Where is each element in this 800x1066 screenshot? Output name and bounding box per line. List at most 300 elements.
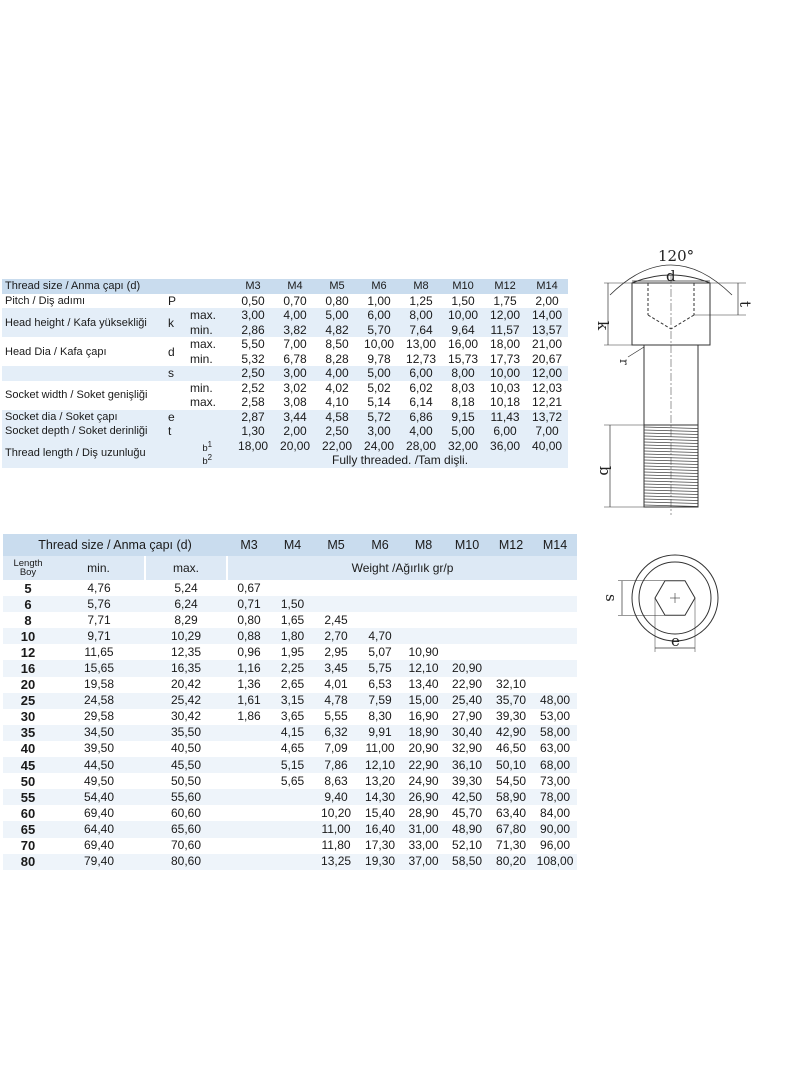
max-value: 20,42	[171, 677, 202, 692]
weight-value: 8,63	[324, 773, 348, 788]
weight-value	[445, 580, 489, 596]
length-value: 10	[3, 628, 53, 644]
thread-line	[644, 451, 698, 453]
spec-value: 6,78	[283, 351, 307, 366]
spec-value: 6,00	[400, 366, 442, 381]
length-value: 16	[3, 660, 53, 676]
spec-value: 5,00	[316, 308, 358, 323]
weight-value: 31,00	[402, 821, 445, 837]
weight-value: 46,50	[496, 741, 527, 756]
weight-value	[358, 580, 402, 596]
weight-value: 7,09	[324, 741, 348, 756]
symbol-t: t	[168, 424, 232, 439]
spec-value: 2,86	[232, 323, 274, 338]
fully-threaded-note: Fully threaded. /Tam dişli.	[232, 453, 568, 468]
min-value: 39,50	[83, 741, 115, 756]
spec-value: 8,00	[400, 308, 442, 323]
min-value: 15,65	[53, 660, 145, 676]
row-label-thread-length: Thread length / Diş uzunluğu	[2, 439, 168, 468]
symbol-d: d	[168, 344, 175, 359]
weight-value: 5,15	[271, 757, 314, 773]
spec-value: 6,86	[400, 410, 442, 425]
weight-value: 5,75	[358, 660, 402, 676]
weight-value: 80,20	[489, 854, 533, 870]
spec-value: 10,00	[484, 366, 526, 381]
spec-value: 3,82	[274, 323, 316, 338]
b2-base: b	[202, 456, 208, 468]
weight-value: 90,00	[533, 821, 577, 837]
row-label-pitch: Pitch / Diş adımı	[5, 294, 86, 307]
table-row	[2, 439, 568, 454]
weight-value: 25,40	[445, 693, 489, 709]
max-value: 45,50	[145, 757, 227, 773]
weight-value: 71,30	[496, 838, 527, 853]
spec-value: 6,00	[358, 308, 400, 323]
weight-value: 27,90	[452, 709, 483, 724]
weight-value: 18,90	[402, 725, 445, 741]
weight-value: 32,90	[452, 741, 483, 756]
spec-value: 20,67	[532, 351, 563, 366]
weight-value: 50,10	[489, 757, 533, 773]
weight-value: 58,90	[489, 789, 533, 805]
table-row	[3, 596, 577, 612]
table-row	[3, 773, 577, 789]
weight-value: 20,90	[445, 660, 489, 676]
length-value: 30	[20, 709, 36, 725]
weight-value: 37,00	[402, 854, 445, 870]
weight-value: 96,00	[540, 838, 571, 853]
length-value: 5	[24, 580, 32, 596]
spec-value: 18,00	[232, 439, 274, 454]
weight-value: 1,36	[237, 677, 261, 692]
table-row	[3, 534, 577, 556]
spec-value: 10,18	[490, 395, 521, 410]
spec-value: 13,57	[526, 323, 568, 338]
weight-value	[358, 596, 402, 612]
weight-value: 39,30	[496, 709, 527, 724]
spec-value: 14,00	[526, 308, 568, 323]
size-column-header: M8	[402, 534, 445, 556]
weight-value: 6,32	[314, 725, 358, 741]
weight-value: 1,61	[227, 693, 271, 709]
spec-value: 7,64	[400, 323, 442, 338]
spec-value: 8,18	[451, 395, 475, 410]
sub-label-max: max.	[190, 337, 217, 352]
t-label: t	[736, 301, 754, 308]
length-value: 20	[20, 677, 36, 693]
weight-value: 39,30	[452, 773, 483, 788]
weight-value: 1,86	[237, 709, 261, 724]
weight-value	[533, 580, 577, 596]
weight-value: 3,45	[314, 660, 358, 676]
weight-value: 10,90	[408, 644, 439, 659]
spec-value: 9,64	[442, 323, 484, 338]
spec-value: 13,00	[406, 337, 437, 352]
weight-value	[489, 644, 533, 660]
min-value: 4,76	[87, 580, 111, 595]
weight-value: 33,00	[408, 838, 439, 853]
length-value: 45	[3, 757, 53, 773]
weight-value: 16,90	[408, 709, 439, 724]
spec-value: 32,00	[442, 439, 484, 454]
max-value: 40,50	[171, 741, 202, 756]
size-column-header: M6	[358, 534, 402, 556]
length-value: 70	[20, 838, 36, 854]
weight-value: 30,40	[445, 725, 489, 741]
row-label-socket-width: Socket width / Soket genişliği	[5, 389, 148, 401]
size-column-header: M14	[526, 279, 568, 294]
row-label-socket-dia: Socket dia / Soket çapı	[2, 410, 168, 425]
weight-value: 0,80	[237, 612, 261, 627]
length-value: 50	[20, 773, 36, 789]
weight-value	[402, 580, 445, 596]
weight-value: 67,80	[489, 821, 533, 837]
weight-value: 48,90	[445, 821, 489, 837]
length-value: 6	[3, 596, 53, 612]
weight-value: 9,40	[314, 789, 358, 805]
table-row	[3, 741, 577, 757]
spec-value: 0,70	[283, 293, 307, 308]
table-row	[3, 709, 577, 725]
weight-value: 10,20	[321, 805, 352, 820]
spec-value: 17,73	[490, 351, 521, 366]
weight-value: 0,96	[237, 644, 261, 659]
size-column-header: M5	[314, 534, 358, 556]
weight-value	[445, 612, 489, 628]
table-row	[2, 294, 568, 309]
spec-value: 2,50	[316, 424, 358, 439]
weight-value: 9,91	[358, 725, 402, 741]
spec-value: 4,82	[316, 323, 358, 338]
max-value: 12,35	[171, 644, 202, 659]
weight-value: 20,90	[408, 741, 439, 756]
bolt-side-view-drawing	[590, 245, 765, 520]
weight-value	[402, 596, 445, 612]
sub-label-min: min.	[190, 380, 213, 395]
spec-value: 12,03	[532, 380, 563, 395]
max-column-header: max.	[145, 556, 227, 580]
table-row	[3, 838, 577, 854]
weight-value: 2,70	[314, 628, 358, 644]
weight-value: 52,10	[452, 838, 483, 853]
table-row	[3, 660, 577, 676]
spec-value: 9,78	[367, 351, 391, 366]
s-label: s	[602, 594, 620, 602]
weight-value	[227, 741, 271, 757]
spec-value: 10,03	[490, 380, 521, 395]
spec-value: 2,87	[232, 410, 274, 425]
table-row	[2, 279, 568, 294]
weight-value: 84,00	[540, 805, 571, 820]
weight-value: 13,40	[408, 677, 439, 692]
spec-value: 3,08	[283, 395, 307, 410]
length-value: 35	[3, 725, 53, 741]
min-value: 11,65	[84, 644, 114, 659]
spec-value: 1,30	[232, 424, 274, 439]
weight-value	[271, 789, 314, 805]
spec-value: 8,28	[325, 351, 349, 366]
table-row	[2, 308, 568, 323]
weight-value: 19,30	[358, 854, 402, 870]
weight-value: 11,00	[314, 821, 358, 837]
weight-value: 7,86	[314, 757, 358, 773]
spec-value: 11,43	[484, 410, 526, 425]
weight-value	[271, 854, 314, 870]
spec-value: 1,00	[367, 293, 391, 308]
max-value: 70,60	[171, 838, 202, 853]
spec-value: 20,00	[274, 439, 316, 454]
spec-value: 12,00	[526, 366, 568, 381]
length-value: 8	[24, 612, 32, 628]
thread-line	[644, 427, 698, 429]
row-label-head-height: Head height / Kafa yüksekliği	[2, 308, 168, 337]
table-row	[3, 854, 577, 870]
empty-label	[2, 366, 168, 381]
spec-value: 0,80	[325, 293, 349, 308]
weight-value: 1,95	[280, 644, 305, 659]
min-value: 49,50	[83, 773, 115, 788]
weight-value: 1,80	[271, 628, 314, 644]
thread-line	[644, 493, 698, 495]
sub-label-min: min.	[190, 351, 213, 366]
weight-value: 32,10	[496, 677, 527, 692]
spec-value: 0,50	[241, 293, 265, 308]
spec-value: 3,02	[283, 380, 307, 395]
weight-value: 68,00	[533, 757, 577, 773]
weight-value: 73,00	[540, 773, 571, 788]
spec-value: 16,00	[448, 337, 479, 352]
table-row	[2, 366, 568, 381]
min-value: 24,58	[53, 693, 145, 709]
weight-value: 1,16	[227, 660, 271, 676]
weight-value: 17,30	[365, 838, 396, 853]
table-row	[2, 410, 568, 425]
spec-value: 40,00	[526, 439, 568, 454]
table-row	[2, 424, 568, 439]
symbol-k: k	[168, 308, 190, 337]
spec-value: 8,00	[442, 366, 484, 381]
spec-value: 3,00	[232, 308, 274, 323]
table-row	[3, 757, 577, 773]
spec-value: 2,52	[241, 380, 265, 395]
length-label-cell	[3, 556, 53, 580]
spec-value: 1,25	[409, 293, 433, 308]
weight-value: 78,00	[533, 789, 577, 805]
weight-value	[271, 580, 314, 596]
row-label-socket-depth: Socket depth / Soket derinliği	[2, 424, 168, 439]
weight-value: 0,71	[227, 596, 271, 612]
max-value: 25,42	[145, 693, 227, 709]
weight-value: 0,88	[227, 628, 271, 644]
spec-value: 12,21	[532, 395, 563, 410]
size-column-header: M12	[489, 534, 533, 556]
weight-value	[314, 596, 358, 612]
table-row	[3, 789, 577, 805]
b2-sup: 2	[207, 453, 213, 462]
e-label: e	[671, 632, 680, 650]
table-row	[3, 628, 577, 644]
weight-value	[227, 757, 271, 773]
spec-value: 28,00	[400, 439, 442, 454]
max-value: 6,24	[145, 596, 227, 612]
weight-value: 48,00	[533, 693, 577, 709]
min-value: 69,40	[83, 805, 115, 820]
weight-value: 2,25	[271, 660, 314, 676]
max-value: 8,29	[174, 612, 198, 627]
size-column-header: M8	[400, 279, 442, 294]
spec-value: 2,58	[241, 395, 265, 410]
size-column-header: M10	[445, 534, 489, 556]
spec-value: 3,00	[274, 366, 316, 381]
spec-value: 5,50	[241, 337, 265, 352]
weight-value: 42,50	[445, 789, 489, 805]
weight-value	[271, 821, 314, 837]
spec-value: 5,00	[442, 424, 484, 439]
max-value: 5,24	[174, 580, 198, 595]
spec-value: 12,73	[406, 351, 437, 366]
weight-unit-header: Weight /Ağırlık gr/p	[227, 556, 577, 580]
weight-value: 11,00	[365, 741, 395, 756]
min-value: 54,40	[53, 789, 145, 805]
weight-value	[533, 612, 577, 628]
table-row	[3, 805, 577, 821]
spec-value: 22,00	[316, 439, 358, 454]
weight-value: 63,40	[496, 805, 527, 820]
weight-value	[314, 580, 358, 596]
weight-value: 6,53	[368, 677, 392, 692]
weight-value: 2,65	[280, 677, 305, 692]
spec-value: 2,50	[232, 366, 274, 381]
weight-value	[227, 838, 271, 854]
weight-value: 54,50	[496, 773, 527, 788]
length-value: 55	[3, 789, 53, 805]
size-column-header: M3	[232, 279, 274, 294]
weight-value	[271, 838, 314, 854]
max-value: 80,60	[145, 854, 227, 870]
spec-value: 10,00	[442, 308, 484, 323]
length-value: 12	[20, 644, 36, 660]
length-value: 25	[3, 693, 53, 709]
weight-value	[445, 644, 489, 660]
max-value: 55,60	[145, 789, 227, 805]
length-value: 80	[3, 854, 53, 870]
table-row	[2, 337, 568, 352]
spec-value: 4,58	[316, 410, 358, 425]
weight-header-label: Thread size / Anma çapı (d)	[3, 534, 227, 556]
size-column-header: M3	[227, 534, 271, 556]
weight-value	[227, 725, 271, 741]
spec-value: 5,32	[241, 351, 265, 366]
weight-value: 5,65	[280, 773, 305, 788]
size-column-header: M6	[358, 279, 400, 294]
spec-value: 4,02	[325, 380, 349, 395]
weight-value: 15,00	[402, 693, 445, 709]
spec-value: 9,15	[442, 410, 484, 425]
length-value: 65	[3, 821, 53, 837]
spec-value: 13,72	[526, 410, 568, 425]
weight-value: 4,15	[271, 725, 314, 741]
k-label: k	[594, 321, 612, 331]
spec-value: 2,00	[274, 424, 316, 439]
max-value: 60,60	[171, 805, 202, 820]
max-value: 10,29	[145, 628, 227, 644]
weight-value: 22,90	[402, 757, 445, 773]
spec-value: 6,00	[484, 424, 526, 439]
weight-value	[533, 677, 577, 693]
spec-value: 18,00	[490, 337, 521, 352]
weight-value: 58,00	[533, 725, 577, 741]
spec-value: 21,00	[532, 337, 563, 352]
spec-header-label: Thread size / Anma çapı (d)	[2, 279, 232, 294]
spec-value: 5,00	[358, 366, 400, 381]
spec-value: 4,10	[325, 395, 349, 410]
weight-value: 53,00	[540, 709, 571, 724]
spec-value: 4,00	[400, 424, 442, 439]
weight-value	[227, 854, 271, 870]
thread-line	[644, 469, 698, 471]
b1-base: b	[202, 443, 208, 454]
min-value: 64,40	[53, 821, 145, 837]
weight-value	[227, 805, 271, 821]
table-row	[3, 556, 577, 580]
symbol-b1	[168, 440, 212, 453]
spec-value: 3,44	[274, 410, 316, 425]
spec-value: 3,00	[358, 424, 400, 439]
weight-value	[271, 805, 314, 821]
weight-value	[489, 660, 533, 676]
weight-value	[445, 628, 489, 644]
weight-value: 12,10	[402, 660, 445, 676]
b1-sup: 1	[207, 439, 213, 449]
weight-value	[489, 628, 533, 644]
spec-value: 36,00	[484, 439, 526, 454]
spec-value: 1,50	[451, 293, 475, 308]
spec-value: 4,00	[316, 366, 358, 381]
weight-value: 4,70	[358, 628, 402, 644]
max-value: 50,50	[171, 773, 202, 788]
spec-value: 7,00	[526, 424, 568, 439]
weight-value: 2,45	[324, 612, 348, 627]
weight-value: 13,20	[365, 773, 396, 788]
sub-label-max: max.	[190, 395, 217, 410]
spec-value: 5,02	[367, 380, 391, 395]
size-column-header: M10	[442, 279, 484, 294]
table-row	[3, 821, 577, 837]
weight-value	[402, 628, 445, 644]
spec-value: 5,70	[358, 323, 400, 338]
weight-value: 26,90	[402, 789, 445, 805]
size-column-header: M12	[484, 279, 526, 294]
weight-value	[445, 596, 489, 612]
weight-value	[533, 660, 577, 676]
weight-value: 35,70	[489, 693, 533, 709]
symbol-s: s	[168, 366, 232, 381]
weight-value: 8,30	[368, 709, 392, 724]
weight-value	[533, 644, 577, 660]
spec-value: 7,00	[283, 337, 307, 352]
weight-value: 12,10	[358, 757, 402, 773]
weight-value: 45,70	[452, 805, 483, 820]
weight-value	[489, 612, 533, 628]
size-column-header: M4	[274, 279, 316, 294]
min-value: 34,50	[53, 725, 145, 741]
spec-value: 15,73	[448, 351, 479, 366]
weight-value: 13,25	[314, 854, 358, 870]
min-value: 79,40	[53, 854, 145, 870]
spec-value: 8,03	[451, 380, 475, 395]
spec-value: 6,14	[409, 395, 433, 410]
min-value: 9,71	[53, 628, 145, 644]
